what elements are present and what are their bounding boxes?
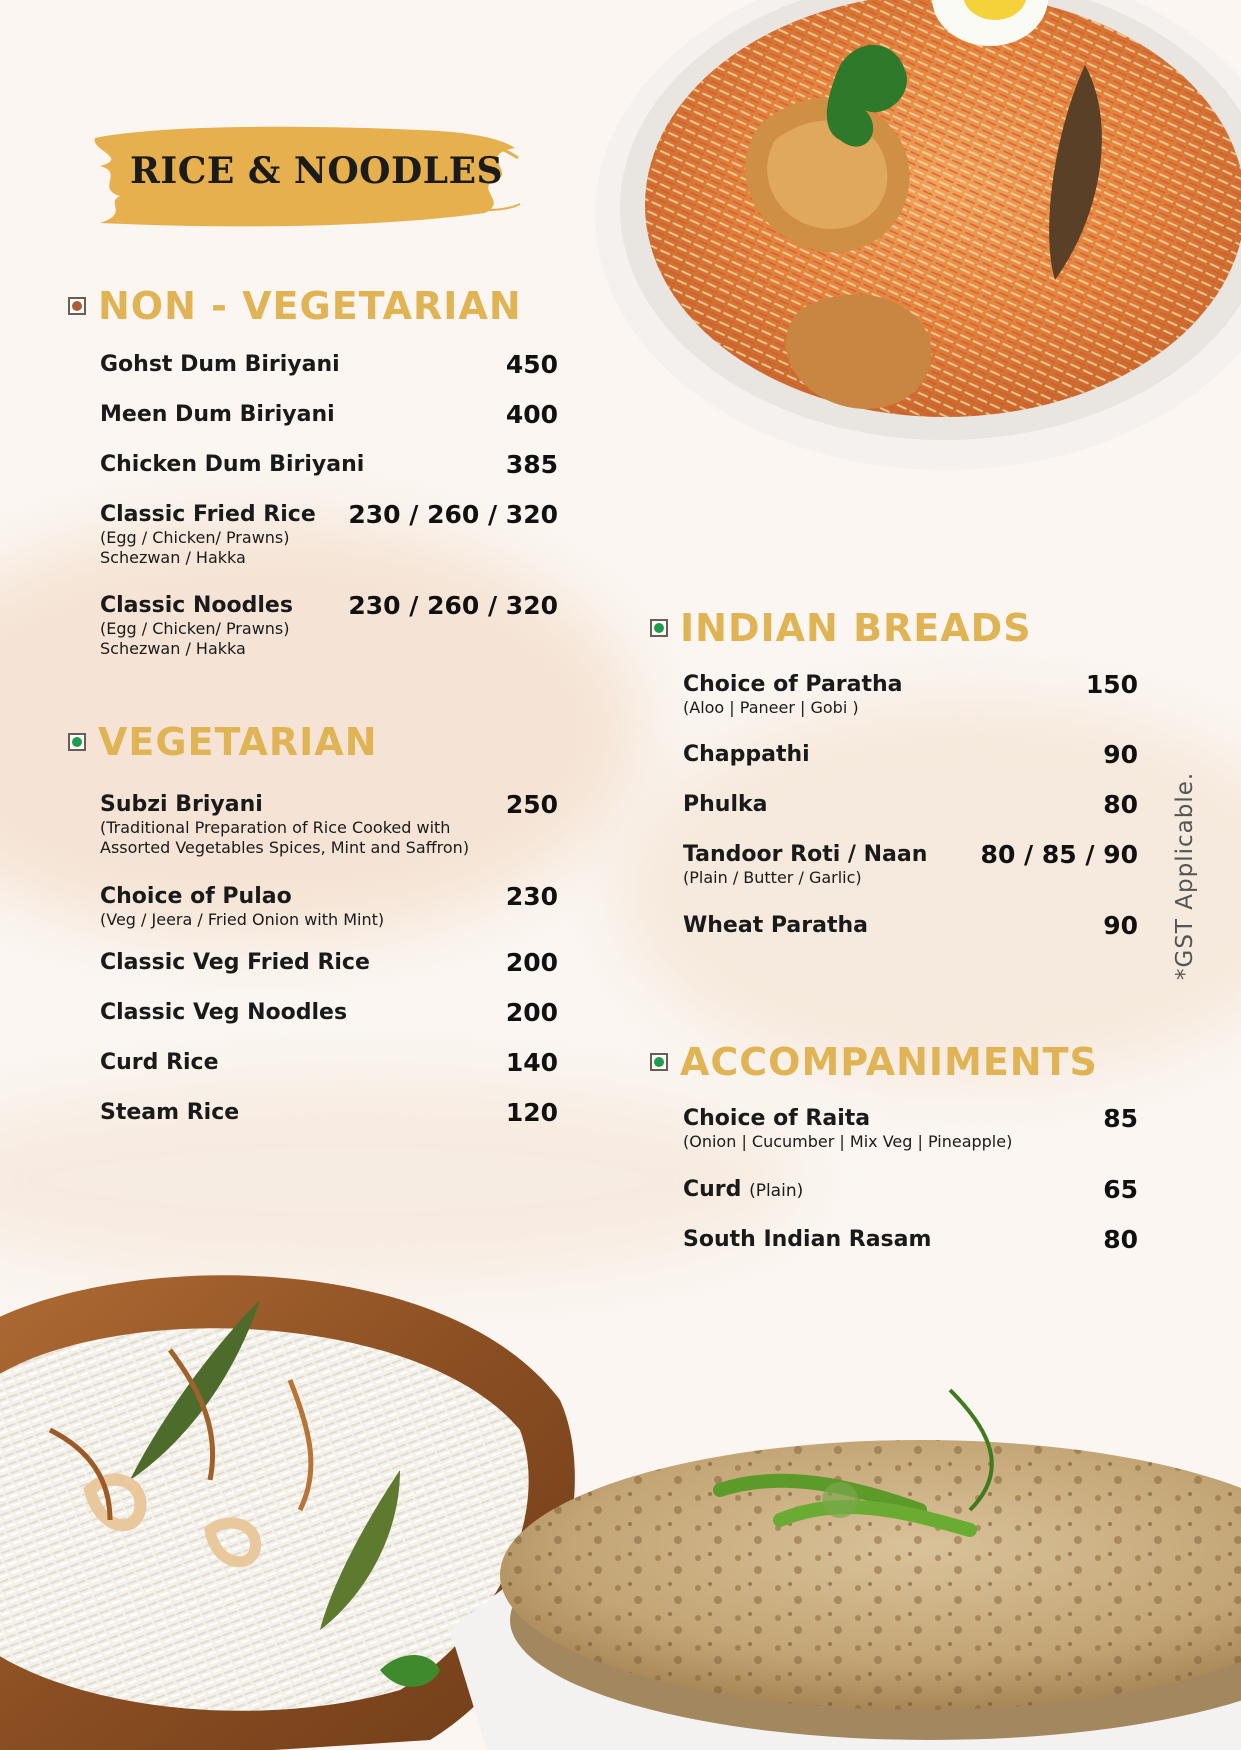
menu-item <box>100 1000 558 1050</box>
item-price: 200 <box>505 998 558 1027</box>
section-header-breads <box>650 606 1032 650</box>
item-price: 230 / 260 / 320 <box>348 591 558 620</box>
menu-item <box>683 742 1138 792</box>
menu-item <box>100 502 558 593</box>
item-description: (Egg / Chicken/ Prawns) <box>100 619 290 638</box>
item-price: 80 <box>1103 790 1138 819</box>
item-name: Classic Fried Rice <box>100 502 316 527</box>
item-name: Meen Dum Biriyani <box>100 402 335 427</box>
biryani-bowl-image <box>585 0 1241 490</box>
item-price: 140 <box>505 1048 558 1077</box>
menu-item <box>683 913 1138 963</box>
menu-item <box>100 452 558 502</box>
item-name: Tandoor Roti / Naan <box>683 842 928 867</box>
section-title: NON - VEGETARIAN <box>98 284 522 328</box>
section-title: INDIAN BREADS <box>680 606 1032 650</box>
item-name: Steam Rice <box>100 1100 240 1125</box>
menu-item <box>100 352 558 402</box>
item-note: (Plain) <box>749 1181 804 1201</box>
item-price: 65 <box>1103 1175 1138 1204</box>
item-description: (Egg / Chicken/ Prawns) <box>100 528 290 547</box>
veg-indicator-icon <box>650 1053 668 1071</box>
item-name: Wheat Paratha <box>683 913 868 938</box>
menu-item <box>100 792 558 884</box>
nonveg-indicator-icon <box>68 297 86 315</box>
item-name: Choice of Pulao <box>100 884 292 909</box>
section-title: VEGETARIAN <box>98 720 378 764</box>
nonveg-items <box>100 352 558 673</box>
menu-item <box>683 792 1138 842</box>
item-price: 80 / 85 / 90 <box>980 840 1138 869</box>
item-description: Schezwan / Hakka <box>100 639 246 658</box>
item-price: 250 <box>505 790 558 819</box>
item-name: Chicken Dum Biriyani <box>100 452 365 477</box>
menu-item <box>100 1100 558 1150</box>
menu-item <box>683 1227 1138 1277</box>
item-name: Choice of Paratha <box>683 672 903 697</box>
item-name: Phulka <box>683 792 768 817</box>
item-price: 120 <box>505 1098 558 1127</box>
veg-indicator-icon <box>650 619 668 637</box>
item-name: Classic Veg Fried Rice <box>100 950 370 975</box>
item-name: Classic Noodles <box>100 593 293 618</box>
gst-note: *GST Applicable. <box>1172 771 1198 980</box>
veg-indicator-icon <box>68 733 86 751</box>
accompaniments-items <box>683 1106 1138 1277</box>
menu-item <box>100 950 558 1000</box>
section-title: ACCOMPANIMENTS <box>680 1040 1098 1084</box>
item-description: (Veg / Jeera / Fried Onion with Mint) <box>100 910 385 929</box>
item-name: Classic Veg Noodles <box>100 1000 348 1025</box>
item-description: (Onion | Cucumber | Mix Veg | Pineapple) <box>683 1132 1013 1151</box>
section-header-veg <box>68 720 378 764</box>
item-name: Gohst Dum Biriyani <box>100 352 340 377</box>
item-description: Schezwan / Hakka <box>100 548 246 567</box>
menu-item <box>683 1177 1138 1227</box>
item-description: (Traditional Preparation of Rice Cooked with <box>100 818 451 837</box>
item-price: 400 <box>505 400 558 429</box>
item-description: (Aloo | Paneer | Gobi ) <box>683 698 859 717</box>
menu-item <box>683 1106 1138 1177</box>
item-price: 385 <box>505 450 558 479</box>
veg-items <box>100 792 558 1150</box>
item-price: 80 <box>1103 1225 1138 1254</box>
section-header-accompaniments <box>650 1040 1098 1084</box>
item-name: Subzi Briyani <box>100 792 263 817</box>
item-name-text: Curd <box>683 1177 742 1202</box>
item-price: 85 <box>1103 1104 1138 1133</box>
item-name <box>683 1177 803 1204</box>
menu-item <box>100 593 558 673</box>
item-price: 450 <box>505 350 558 379</box>
item-name: Choice of Raita <box>683 1106 871 1131</box>
menu-item <box>100 402 558 452</box>
item-description: Assorted Vegetables Spices, Mint and Saffron) <box>100 838 470 857</box>
page-title: RICE & NOODLES <box>130 150 504 192</box>
paratha-plate-image <box>450 1370 1241 1750</box>
item-price: 90 <box>1103 911 1138 940</box>
menu-item <box>683 842 1138 913</box>
item-price: 200 <box>505 948 558 977</box>
menu-item <box>683 672 1138 742</box>
section-header-nonveg <box>68 284 522 328</box>
menu-item <box>100 1050 558 1100</box>
menu-item <box>100 884 558 950</box>
item-price: 90 <box>1103 740 1138 769</box>
item-price: 230 <box>505 882 558 911</box>
item-name: Curd Rice <box>100 1050 219 1075</box>
item-name: Chappathi <box>683 742 810 767</box>
item-price: 150 <box>1085 670 1138 699</box>
item-description: (Plain / Butter / Garlic) <box>683 868 862 887</box>
item-price: 230 / 260 / 320 <box>348 500 558 529</box>
item-name: South Indian Rasam <box>683 1227 932 1252</box>
breads-items <box>683 672 1138 963</box>
